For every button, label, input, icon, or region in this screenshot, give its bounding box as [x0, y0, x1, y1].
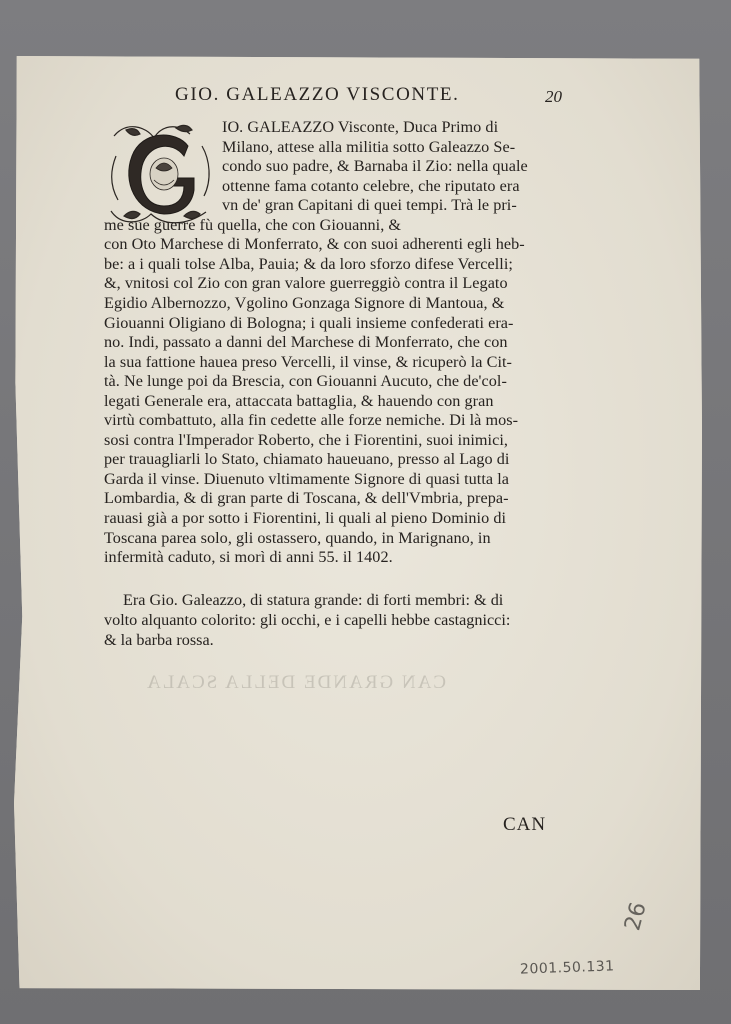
- text-line: Giouanni Oligiano di Bologna; i quali insieme confederati era-: [104, 313, 514, 332]
- decorated-initial-g: [106, 116, 218, 230]
- text-line: rauasi già a por sotto i Fiorentini, li quali al pieno Dominio di: [104, 509, 507, 527]
- text-line: per trauagliarli lo Stato, chiamato haueuano, presso al Lago di: [104, 450, 510, 469]
- catchword: CAN: [503, 814, 547, 835]
- text-line: Garda il vinse. Diuenuto vltimamente Signore di quasi tutta la: [104, 469, 510, 488]
- text-line: &, vnitosi col Zio con gran valore guerreggiò contra il Legato: [104, 274, 508, 293]
- show-through-text: CAN GRANDE DELLA SCALA: [145, 672, 447, 693]
- note-line: Era Gio. Galeazzo, di statura grande: di forti membri: & di: [123, 591, 504, 609]
- text-line: legati Generale era, attaccata battaglia, & hauendo con gran: [104, 391, 494, 410]
- text-line: infermità caduto, si morì di anni 55. il 1402.: [104, 548, 393, 567]
- text-line: Lombardia, & di gran parte di Toscana, & dell'Vmbria, prepa-: [104, 489, 509, 508]
- text-line: virtù combattuto, alla fin cedette alle forze nemiche. Di là mos-: [104, 411, 519, 430]
- inventory-number: 2001.50.131: [519, 958, 615, 978]
- text-line: vn de' gran Capitani di quei tempi. Trà le pri-: [222, 196, 517, 215]
- text-line: me sue guerre fù quella, che con Giouanni, &: [104, 215, 402, 234]
- text-line: Egidio Albernozzo, Vgolino Gonzaga Signore di Mantoua, &: [104, 293, 505, 312]
- note-line: & la barba rossa.: [104, 631, 214, 649]
- running-head: GIO. GALEAZZO VISCONTE.: [175, 84, 460, 105]
- note-line: volto alquanto colorito: gli occhi, e i capelli hebbe castagnicci:: [104, 611, 511, 629]
- text-line: sosi contra l'Imperador Roberto, che i Fiorentini, suoi inimici,: [104, 430, 508, 449]
- text-line: Toscana parea solo, gli ostassero, quando, in Marignano, in: [104, 528, 491, 547]
- page-number: 20: [545, 87, 562, 106]
- text-line: con Oto Marchese di Monferrato, & con suoi adherenti egli heb-: [104, 235, 525, 254]
- text-line: la sua fattione haueа preso Vercelli, il vinse, & ricuperò la Cit-: [104, 352, 513, 371]
- text-line: Milano, attese alla militia sotto Galeazzo Se-: [222, 137, 516, 156]
- text-line: condo suo padre, & Barnaba il Zio: nella quale: [222, 157, 528, 176]
- text-line: IO. GALEAZZO Visconte, Duca Primo di: [222, 118, 499, 136]
- text-line: tà. Ne lunge poi da Brescia, con Giouanni Aucuto, che de'col-: [104, 372, 507, 391]
- text-line: be: a i quali tolse Alba, Pauia; & da loro sforzo difese Vercelli;: [104, 254, 513, 273]
- text-line: no. Indi, passato a danni del Marchese di Monferrato, che con: [104, 333, 508, 352]
- text-line: ottenne fama cotanto celebre, che riputato era: [222, 176, 520, 195]
- pencil-annotation: 26: [620, 899, 652, 934]
